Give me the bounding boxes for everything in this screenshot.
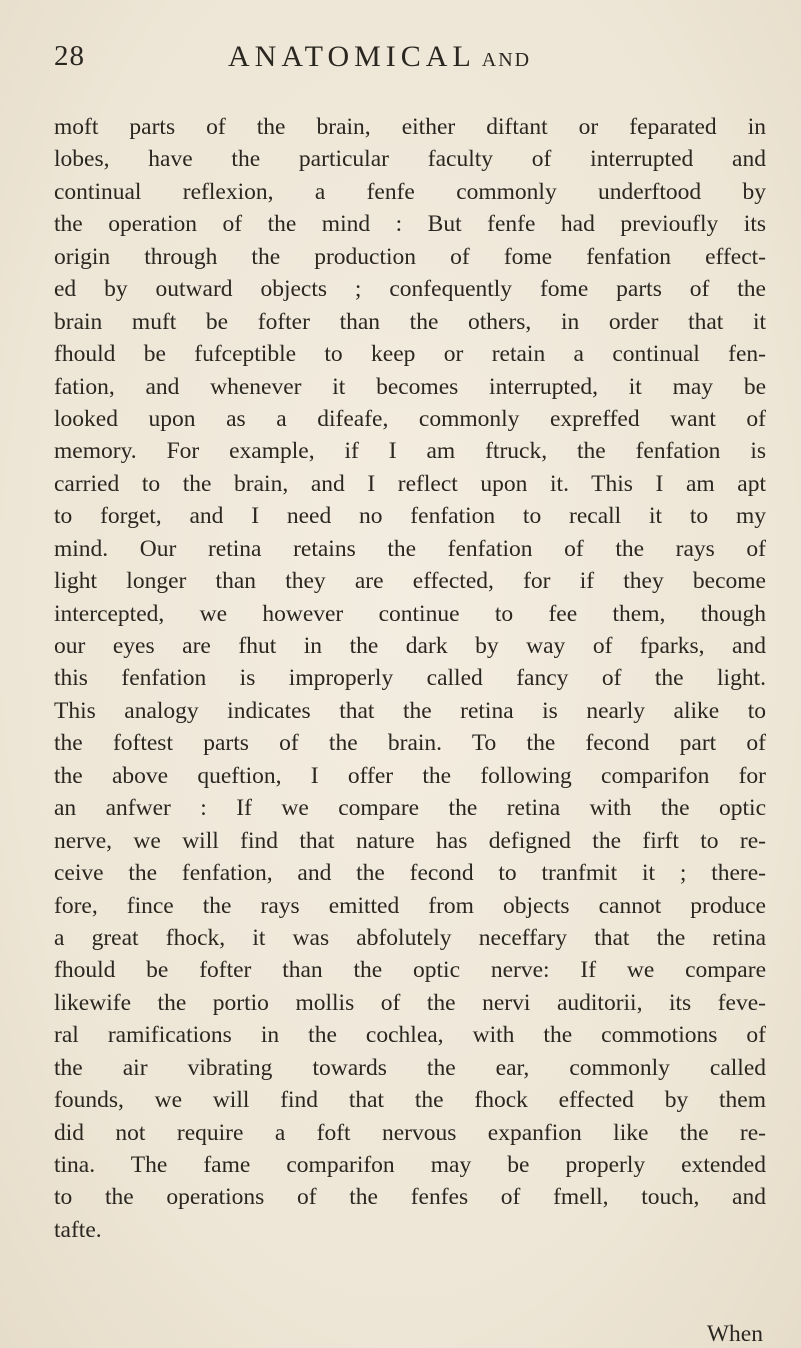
page-header [54,40,754,80]
text-line: lobes, have the particular faculty of interrupted and [54,146,766,173]
text-line: a great fhock, it was abfolutely neceffary that the retina [54,924,766,951]
text-line: fhould be fufceptible to keep or retain a continual fen- [54,341,766,368]
text-line: continual reflexion, a fenfe commonly underftood by [54,178,766,205]
running-head [228,40,531,74]
running-head-title: ANATOMICAL [228,40,476,73]
text-line: intercepted, we however continue to fee them, though [54,600,766,627]
text-line: looked upon as a difeafe, commonly expreffed want of [54,405,766,432]
text-line: an anfwer : If we compare the retina with the optic [54,795,766,822]
text-line: fore, fince the rays emitted from objects cannot produce [54,892,766,919]
text-line: to forget, and I need no fenfation to recall it to my [54,503,766,530]
text-line: This analogy indicates that the retina is nearly alike to [54,697,766,724]
text-line: ral ramifications in the cochlea, with the commotions of [54,1022,766,1049]
text-line: carried to the brain, and I reflect upon it. This I am apt [54,470,766,497]
text-line: mind. Our retina retains the fenfation of the rays of [54,535,766,562]
catchword: When [706,1321,763,1347]
running-head-tail: AND [481,49,532,71]
text-line-last: tafte. [54,1216,102,1243]
text-line: fhould be fofter than the optic nerve: If we compare [54,957,766,984]
text-line: the above queftion, I offer the following comparifon for [54,762,766,789]
text-line: ed by outward objects ; confequently fome parts of the [54,276,766,303]
text-line: memory. For example, if I am ftruck, the fenfation is [54,438,766,465]
text-line: the operation of the mind : But fenfe had previoufly its [54,211,766,238]
text-line: founds, we will find that the fhock effected by them [54,1087,766,1114]
text-line: brain muft be fofter than the others, in order that it [54,308,766,335]
text-line: to the operations of the fenfes of fmell, touch, and [54,1184,766,1211]
text-line: this fenfation is improperly called fancy of the light. [54,665,766,692]
text-line: light longer than they are effected, for if they become [54,568,766,595]
text-line: likewife the portio mollis of the nervi auditorii, its feve- [54,989,766,1016]
text-line: origin through the production of fome fenfation effect- [54,243,766,270]
text-line: the air vibrating towards the ear, commonly called [54,1054,766,1081]
text-line: our eyes are fhut in the dark by way of fparks, and [54,633,766,659]
text-line: fation, and whenever it becomes interrupted, it may be [54,373,766,400]
text-line: did not require a foft nervous expanfion like the re- [54,1119,766,1146]
text-line: ceive the fenfation, and the fecond to tranfmit it ; there- [54,860,766,887]
body-text [54,111,766,1246]
page-number: 28 [54,40,85,72]
text-line: moft parts of the brain, either diftant or feparated in [54,114,766,140]
text-line: the foftest parts of the brain. To the fecond part of [54,730,766,757]
text-line: nerve, we will find that nature has defigned the firft to re- [54,827,766,854]
text-line: tina. The fame comparifon may be properly extended [54,1152,766,1178]
